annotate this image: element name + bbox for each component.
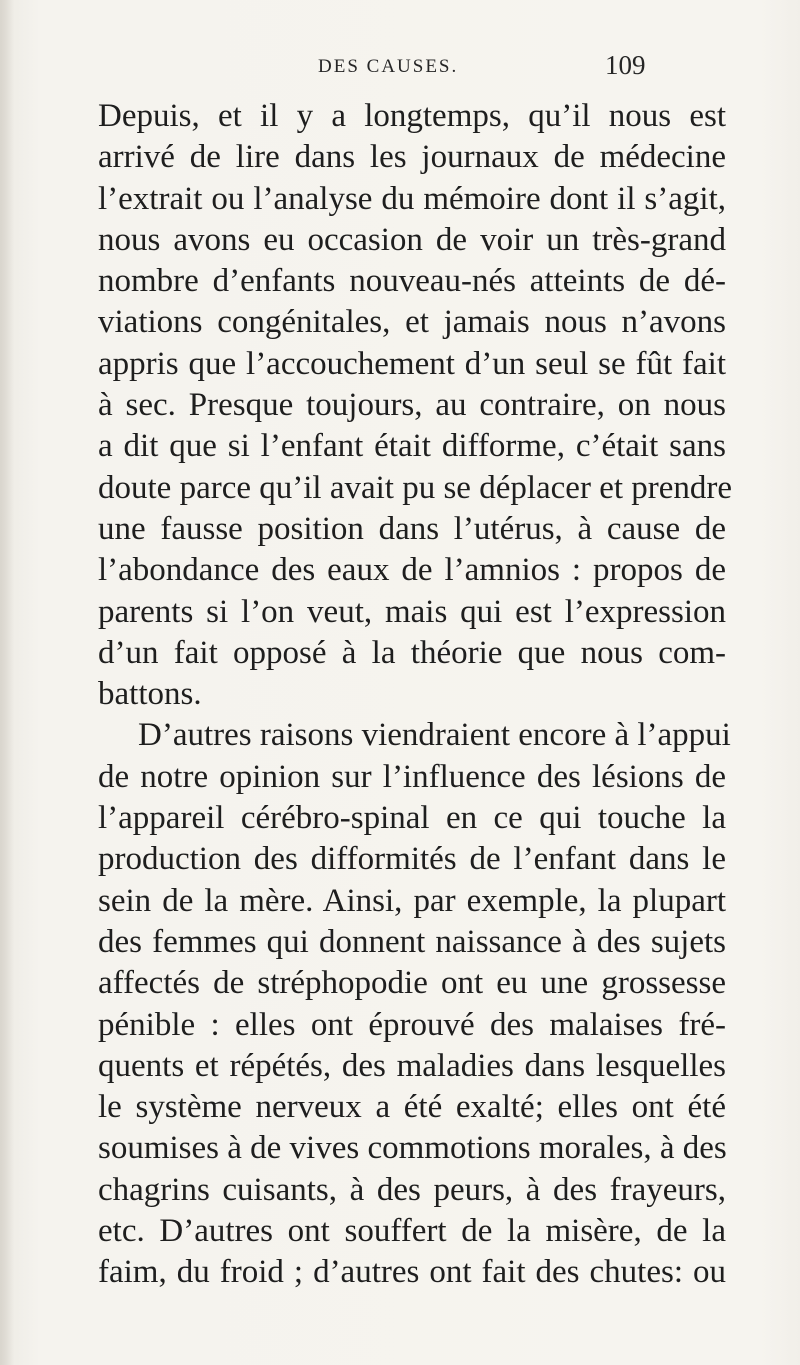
text-line: parents si l’on veut, mais qui est l’expression: [98, 593, 726, 630]
text-line: production des difformités de l’enfant dans le: [98, 841, 726, 878]
text-line: nous avons eu occasion de voir un très-grand: [98, 221, 726, 258]
text-line: appris que l’accouchement d’un seul se fût fait: [98, 345, 726, 382]
text-line: pénible : elles ont éprouvé des malaises fré-: [98, 1006, 726, 1043]
page-header: [0, 48, 800, 82]
text-line: affectés de stréphopodie ont eu une grossesse: [98, 965, 726, 1002]
text-line: le système nerveux a été exalté; elles ont été: [98, 1089, 726, 1126]
text-line: battons.: [98, 676, 202, 713]
text-line: sein de la mère. Ainsi, par exemple, la plupart: [98, 882, 726, 919]
text-line: a dit que si l’enfant était difforme, c’était sans: [98, 428, 726, 465]
text-line: faim, du froid ; d’autres ont fait des chutes: ou: [98, 1254, 726, 1291]
text-line: l’abondance des eaux de l’amnios : propos de: [98, 552, 726, 589]
text-line: chagrins cuisants, à des peurs, à des frayeurs,: [98, 1171, 726, 1208]
page-number: 109: [605, 50, 646, 80]
text-line: d’un fait opposé à la théorie que nous com-: [98, 634, 726, 671]
text-line: soumises à de vives commotions morales, à des: [98, 1130, 727, 1167]
text-line: arrivé de lire dans les journaux de médecine: [98, 139, 726, 176]
page-binding-shadow: [0, 0, 14, 1365]
text-line: de notre opinion sur l’influence des lésions de: [98, 758, 726, 795]
text-line: Depuis, et il y a longtemps, qu’il nous est: [98, 98, 726, 134]
text-line: etc. D’autres ont souffert de la misère, de la: [98, 1213, 726, 1250]
text-line: viations congénitales, et jamais nous n’avons: [98, 304, 726, 341]
text-line: doute parce qu’il avait pu se déplacer et prendre: [98, 469, 733, 506]
text-line: à sec. Presque toujours, au contraire, on nous: [98, 387, 726, 424]
text-line: D’autres raisons viendraient encore à l’appui: [138, 717, 731, 754]
page-body-text: [98, 96, 733, 1294]
text-line: une fausse position dans l’utérus, à cause de: [98, 510, 726, 547]
running-head: DES CAUSES.: [318, 56, 459, 77]
text-line: nombre d’enfants nouveau-nés atteints de dé-: [98, 263, 726, 300]
text-line: des femmes qui donnent naissance à des sujets: [98, 923, 726, 960]
text-line: quents et répétés, des maladies dans lesquelles: [98, 1047, 726, 1084]
text-line: l’extrait ou l’analyse du mémoire dont il s’agit,: [98, 180, 726, 217]
text-line: l’appareil cérébro-spinal en ce qui touche la: [98, 800, 726, 837]
